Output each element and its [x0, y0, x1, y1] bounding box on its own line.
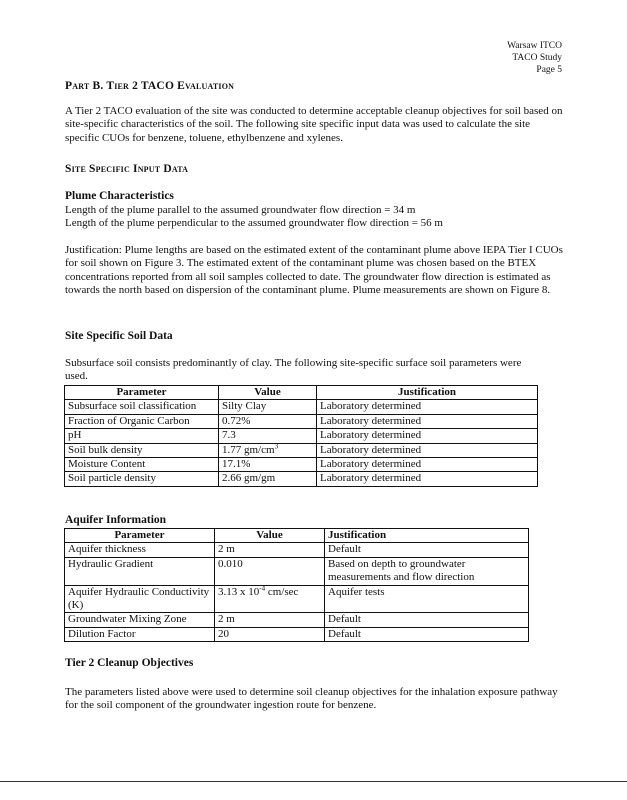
table-cell: Fraction of Organic Carbon — [65, 414, 219, 428]
table-cell: Moisture Content — [65, 458, 219, 472]
table-cell: pH — [65, 429, 219, 443]
table-cell: Laboratory determined — [317, 443, 538, 457]
table-row — [65, 414, 538, 428]
table-cell: 7.3 — [219, 429, 317, 443]
soil-title: Site Specific Soil Data — [65, 330, 173, 342]
table-header-row — [65, 529, 529, 543]
table-row — [65, 585, 529, 613]
superscript: 3 — [274, 441, 279, 450]
cleanup-paragraph: The parameters listed above were used to determine soil cleanup objectives for the inhalation exposure pathway for the soil component of the groundwater ingestion route for benzene. — [65, 686, 558, 712]
table-cell: Default — [325, 613, 529, 627]
soil-data-table — [64, 385, 538, 487]
plume-justification: Justification: Plume lengths are based on the estimated extent of the contaminant plume above IEPA Tier I CUOs for soil shown on Figure 3. The estimated extent of the contaminant plume was chosen based on the BTEX concentrations reported from all soil samples collected to date. The groundwater flow direction is estimated as towards the north based on dispersion of the contaminant plume. Plume measurements are shown on Figure 8. — [65, 244, 563, 297]
table-cell: Subsurface soil classification — [65, 400, 219, 414]
page-header — [507, 40, 562, 76]
column-header: Value — [215, 529, 325, 543]
table-cell — [215, 585, 325, 613]
cell-value: 1.77 gm/cm — [222, 443, 275, 456]
table-cell: 2 m — [215, 543, 325, 557]
table-cell: Laboratory determined — [317, 400, 538, 414]
plume-parallel-length: Length of the plume parallel to the assumed groundwater flow direction = 34 m — [65, 204, 416, 216]
intro-paragraph: A Tier 2 TACO evaluation of the site was conducted to determine acceptable cleanup objectives for soil based on site-specific characteristics of the soil. The following site specific input data was used to calculate the site specific CUOs for benzene, toluene, ethylbenzene and xylenes. — [65, 105, 563, 144]
table-cell: 2.66 gm/gm — [219, 472, 317, 486]
table-row — [65, 472, 538, 486]
table-cell: Aquifer tests — [325, 585, 529, 613]
column-header: Parameter — [65, 529, 215, 543]
header-site: Warsaw ITCO — [507, 41, 562, 51]
table-cell: Laboratory determined — [317, 458, 538, 472]
table-cell: Soil bulk density — [65, 443, 219, 457]
table-cell: Aquifer thickness — [65, 543, 215, 557]
table-row — [65, 627, 529, 641]
header-page: Page 5 — [536, 65, 562, 75]
table-cell: Laboratory determined — [317, 414, 538, 428]
table-cell: Dilution Factor — [65, 627, 215, 641]
cell-unit: cm/sec — [265, 585, 299, 598]
table-row — [65, 443, 538, 457]
table-row — [65, 613, 529, 627]
aquifer-title: Aquifer Information — [65, 514, 167, 526]
table-cell: Aquifer Hydraulic Conductivity (K) — [65, 585, 215, 613]
aquifer-table — [64, 528, 529, 642]
cell-value: 3.13 x 10 — [218, 585, 260, 598]
header-study: TACO Study — [512, 53, 562, 63]
table-row — [65, 557, 529, 585]
column-header: Justification — [317, 386, 538, 400]
table-cell: 0.010 — [215, 557, 325, 585]
table-cell — [219, 443, 317, 457]
table-cell: Default — [325, 627, 529, 641]
page-bottom-rule — [0, 781, 627, 782]
cleanup-title: Tier 2 Cleanup Objectives — [65, 657, 194, 669]
table-header-row — [65, 386, 538, 400]
table-row — [65, 429, 538, 443]
plume-title: Plume Characteristics — [65, 190, 174, 202]
superscript: -4 — [259, 583, 266, 592]
table-cell: Hydraulic Gradient — [65, 557, 215, 585]
soil-intro: Subsurface soil consists predominantly of clay. The following site-specific surface soil parameters were used. — [65, 357, 522, 383]
table-row — [65, 543, 529, 557]
table-cell: Laboratory determined — [317, 472, 538, 486]
plume-perpendicular-length: Length of the plume perpendicular to the assumed groundwater flow direction = 56 m — [65, 217, 443, 230]
part-title: Part B. Tier 2 TACO Evaluation — [65, 80, 235, 92]
table-cell: Laboratory determined — [317, 429, 538, 443]
site-input-title: Site Specific Input Data — [65, 163, 189, 175]
table-cell: Groundwater Mixing Zone — [65, 613, 215, 627]
table-row — [65, 400, 538, 414]
table-cell: 0.72% — [219, 414, 317, 428]
column-header: Parameter — [65, 386, 219, 400]
plume-lengths — [65, 204, 565, 231]
column-header: Value — [219, 386, 317, 400]
table-cell: Soil particle density — [65, 472, 219, 486]
table-cell: Based on depth to groundwater measurements and flow direction — [325, 557, 529, 585]
table-cell: 2 m — [215, 613, 325, 627]
table-row — [65, 458, 538, 472]
table-cell: 20 — [215, 627, 325, 641]
table-cell: 17.1% — [219, 458, 317, 472]
table-cell: Silty Clay — [219, 400, 317, 414]
column-header: Justification — [325, 529, 529, 543]
table-cell: Default — [325, 543, 529, 557]
